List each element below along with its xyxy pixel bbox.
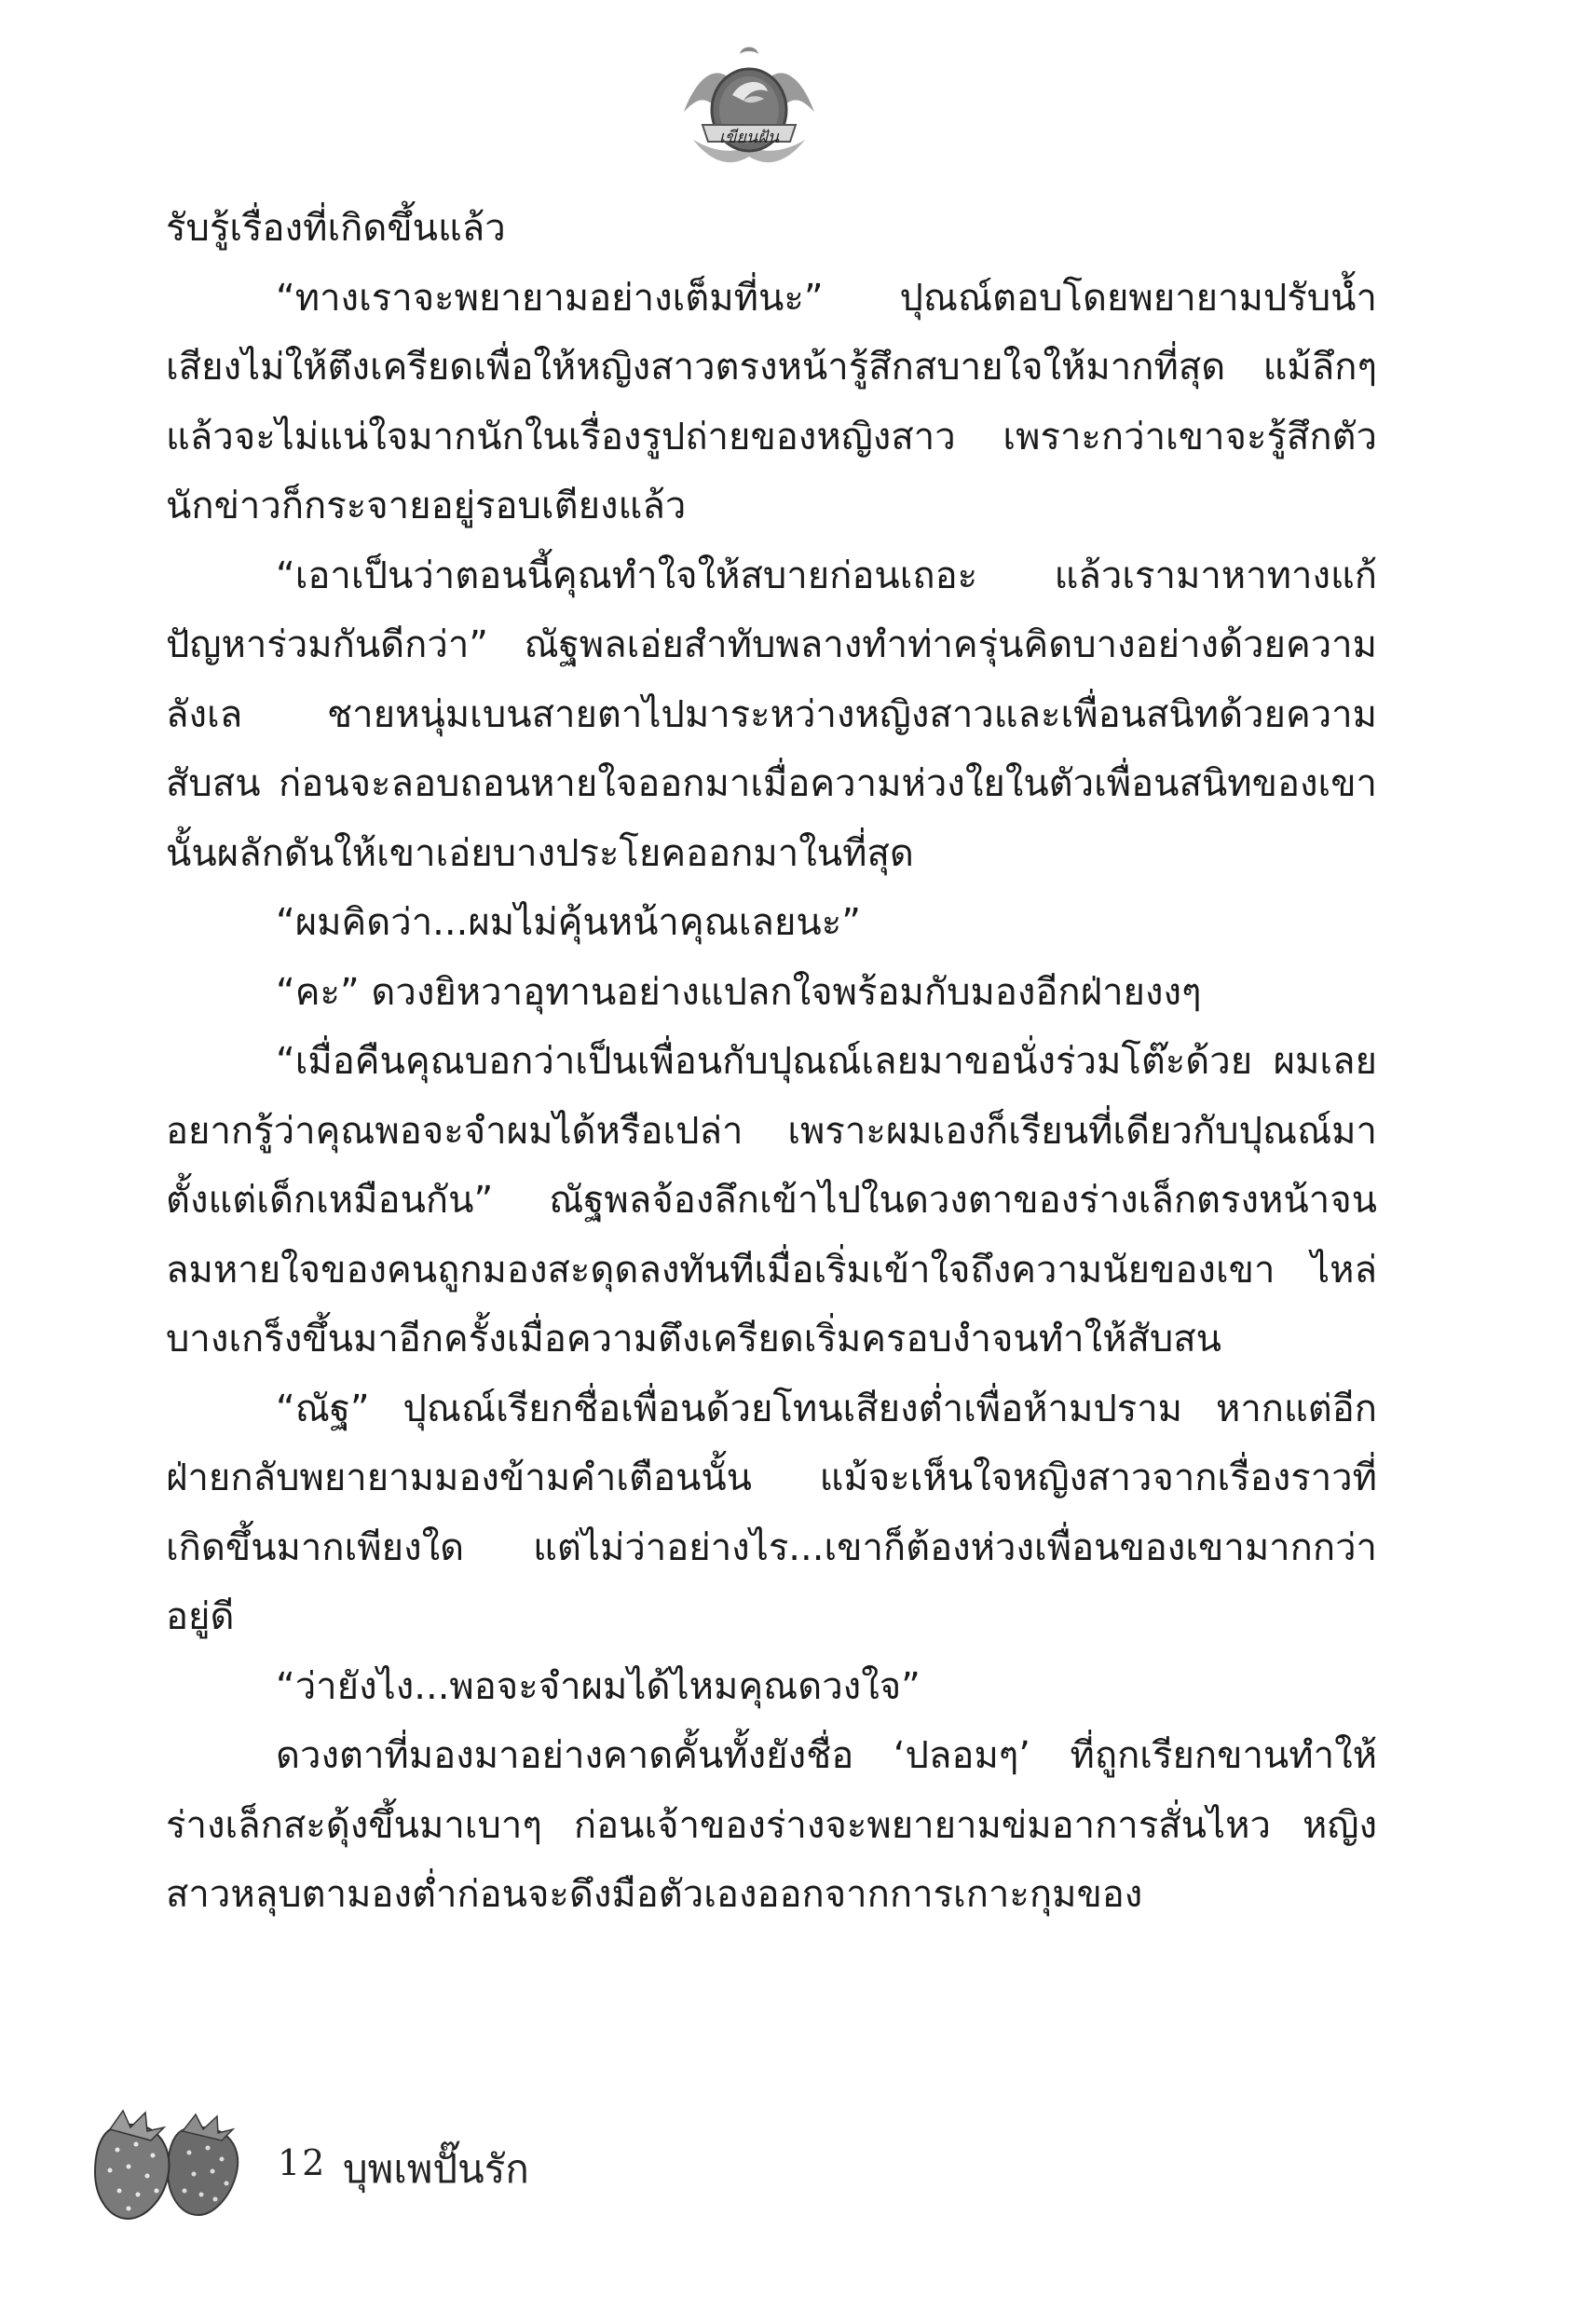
strawberries-icon bbox=[82, 2101, 268, 2222]
paragraph: “เมื่อคืนคุณบอกว่าเป็นเพื่อนกับปุณณ์เลยมาขอนั่งร่วมโต๊ะด้วย ผมเลยอยากรู้ว่าคุณพอจะจำผมได้หรือเปล่า เพราะผมเองก็เรียนที่เดียวกับปุณณ์มาตั้งแต่เด็กเหมือนกัน” ณัฐพลจ้องลึกเข้าไปในดวงตาของร่างเล็กตรงหน้าจนลมหายใจของคนถูกมองสะดุดลงทันทีเมื่อเริ่มเข้าใจถึงความนัยของเขา ไหล่บางเกร็งขึ้นมาอีกครั้งเมื่อความตึงเครียดเริ่มครอบงำจนทำให้สับสน bbox=[166, 1040, 1377, 1361]
page-footer bbox=[82, 2101, 734, 2222]
paragraph: “ณัฐ” ปุณณ์เรียกชื่อเพื่อนด้วยโทนเสียงต่ำเพื่อห้ามปราม หากแต่อีกฝ่ายกลับพยายามมองข้ามคำเตือนนั้น แม้จะเห็นใจหญิงสาวจากเรื่องราวที่เกิดขึ้นมากเพียงใด แต่ไม่ว่าอย่างไร...เขาก็ต้องห่วงเพื่อนของเขามากกว่าอยู่ดี bbox=[166, 1387, 1377, 1638]
body-text bbox=[166, 194, 1377, 1930]
paragraph: “ทางเราจะพยายามอย่างเต็มที่นะ” ปุณณ์ตอบโดยพยายามปรับน้ำเสียงไม่ให้ตึงเครียดเพื่อให้หญิงสาวตรงหน้ารู้สึกสบายใจให้มากที่สุด แม้ลึกๆ แล้วจะไม่แน่ใจมากนักในเรื่องรูปถ่ายของหญิงสาว เพราะกว่าเขาจะรู้สึกตัว นักข่าวก็กระจายอยู่รอบเตียงแล้ว bbox=[166, 276, 1377, 527]
paragraph: รับรู้เรื่องที่เกิดขึ้นแล้ว bbox=[166, 207, 506, 250]
ornamental-crest-logo bbox=[675, 37, 824, 177]
paragraph: “คะ” ดวงยิหวาอุทานอย่างแปลกใจพร้อมกับมองอีกฝ่ายงงๆ bbox=[276, 970, 1202, 1014]
book-title: บุพเพปั๊นรัก bbox=[343, 2146, 529, 2192]
paragraph: “ว่ายังไง...พอจะจำผมได้ไหมคุณดวงใจ” bbox=[276, 1664, 921, 1708]
paragraph: “ผมคิดว่า...ผมไม่คุ้นหน้าคุณเลยนะ” bbox=[276, 901, 861, 944]
paragraph: ดวงตาที่มองมาอย่างคาดคั้นทั้งยังชื่อ ‘ปลอมๆ’ ที่ถูกเรียกขานทำให้ร่างเล็กสะดุ้งขึ้นมาเบาๆ ก่อนเจ้าของร่างจะพยายามข่มอาการสั่นไหว หญิงสาวหลุบตามองต่ำก่อนจะดึงมือตัวเองออกจากการเกาะกุมของ bbox=[166, 1734, 1377, 1916]
page-number: 12 bbox=[278, 2142, 327, 2183]
logo-lettering: เขียนฝัน bbox=[718, 128, 780, 147]
paragraph: “เอาเป็นว่าตอนนี้คุณทำใจให้สบายก่อนเถอะ แล้วเรามาหาทางแก้ปัญหาร่วมกันดีกว่า” ณัฐพลเอ่ยสำทับพลางทำท่าครุ่นคิดบางอย่างด้วยความลังเล ชายหนุ่มเบนสายตาไปมาระหว่างหญิงสาวและเพื่อนสนิทด้วยความสับสน ก่อนจะลอบถอนหายใจออกมาเมื่อความห่วงใยในตัวเพื่อนสนิทของเขานั้นผลักดันให้เขาเอ่ยบางประโยคออกมาในที่สุด bbox=[166, 554, 1377, 875]
